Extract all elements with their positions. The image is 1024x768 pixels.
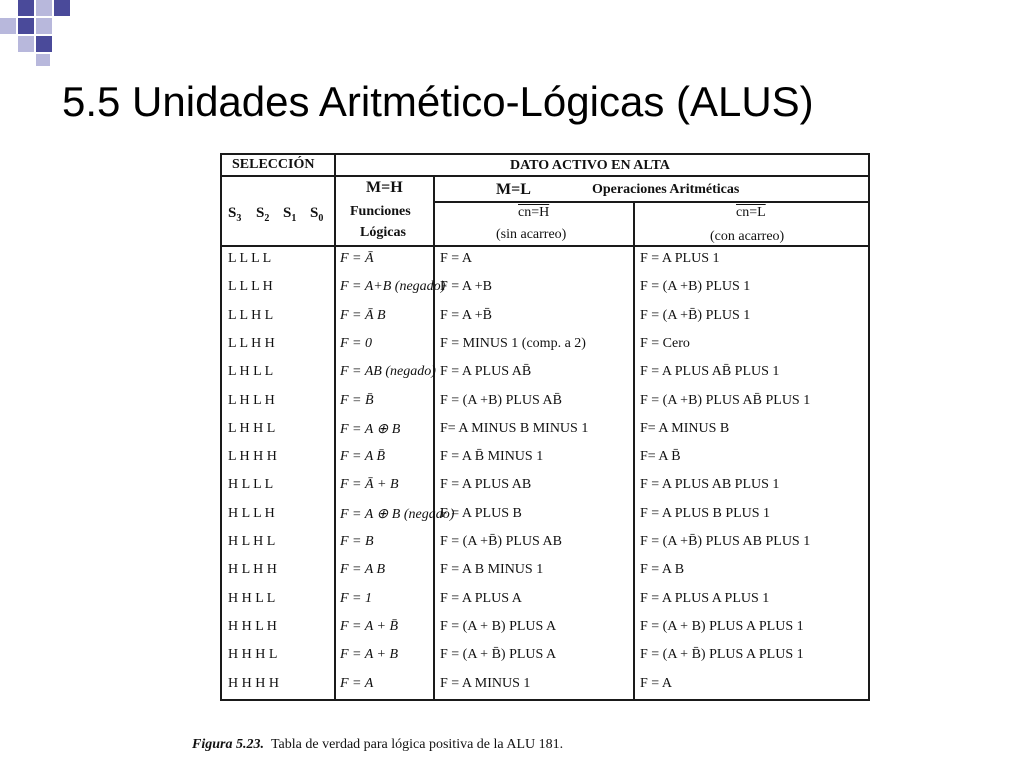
row-con-acarreo: F= A B̄: [640, 449, 681, 465]
row-selection: H L L H: [228, 505, 275, 521]
hline-header-bottom: [220, 245, 870, 247]
header-dato: DATO ACTIVO EN ALTA: [510, 158, 670, 173]
row-sin-acarreo: F = A PLUS AB: [440, 477, 532, 493]
row-con-acarreo: F = (A +B̄) PLUS 1: [640, 307, 751, 323]
row-con-acarreo: F = A PLUS B PLUS 1: [640, 505, 771, 521]
row-selection: H H L H: [228, 618, 277, 634]
row-selection: L H L H: [228, 392, 275, 408]
header-oper: Operaciones Aritméticas: [592, 182, 740, 197]
row-logic: F = A+B (negado): [340, 279, 446, 295]
row-logic: F = Ā B: [340, 307, 386, 323]
header-s3: $S_3$: [228, 205, 242, 224]
alu-truth-table: [220, 153, 870, 701]
header-cn-l-note: (con acarreo): [710, 229, 785, 244]
row-logic: F = A + B̄: [340, 618, 399, 634]
row-selection: L L L H: [228, 279, 273, 295]
row-logic: F = Ā + B: [340, 477, 399, 493]
hline-ml-under: [435, 201, 868, 203]
deco-square-dark-2: [54, 0, 70, 16]
deco-square-dark-4: [18, 36, 34, 52]
row-selection: H L H L: [228, 534, 276, 549]
deco-square-light-3: [36, 18, 52, 34]
row-con-acarreo: F = A: [640, 675, 673, 691]
row-logic: F = A: [340, 675, 374, 691]
row-con-acarreo: F= A MINUS B: [640, 420, 730, 436]
row-con-acarreo: F = A B: [640, 562, 685, 578]
row-sin-acarreo: F = A MINUS 1: [440, 675, 531, 691]
decorative-squares: [0, 0, 80, 70]
hline-sel-under: [220, 175, 336, 177]
row-selection: H L L L: [228, 477, 274, 493]
row-con-acarreo: F = (A +B) PLUS AB̄ PLUS 1: [640, 392, 811, 408]
row-sin-acarreo: F = A PLUS AB̄: [440, 364, 532, 380]
row-sin-acarreo: F = (A +B̄) PLUS AB: [440, 534, 562, 549]
row-logic: F = A B: [340, 562, 386, 578]
row-sin-acarreo: F = A: [440, 251, 473, 266]
row-selection: L L H L: [228, 307, 274, 323]
row-selection: H H H L: [228, 647, 278, 663]
row-logic: F = A B̄: [340, 449, 386, 465]
slide-title: 5.5 Unidades Aritmético-Lógicas (ALUS): [62, 78, 814, 125]
row-logic: F = AB (negado): [340, 364, 436, 380]
row-selection: H H H H: [228, 675, 279, 691]
row-logic: F = B̄: [340, 392, 374, 408]
row-con-acarreo: F = (A + B) PLUS A PLUS 1: [640, 618, 804, 634]
header-func-2: Lógicas: [360, 225, 406, 240]
row-sin-acarreo: F = A +B: [440, 279, 492, 295]
row-sin-acarreo: F = (A +B) PLUS AB̄: [440, 392, 562, 408]
row-selection: H H L L: [228, 590, 276, 606]
row-selection: L L L L: [228, 251, 272, 266]
row-selection: L L H H: [228, 335, 275, 351]
row-selection: H L H H: [228, 562, 277, 578]
row-con-acarreo: F = A PLUS 1: [640, 251, 720, 266]
vline-3: [633, 201, 635, 701]
row-sin-acarreo: F = A +B̄: [440, 307, 492, 323]
header-ml: M=L: [496, 181, 531, 198]
header-cn-l: [736, 205, 766, 221]
row-con-acarreo: F = (A + B̄) PLUS A PLUS 1: [640, 647, 804, 663]
header-func-1: Funciones: [350, 204, 411, 219]
row-logic: F = A ⊕ B (negado): [340, 506, 455, 522]
row-con-acarreo: F = (A +B) PLUS 1: [640, 279, 751, 295]
row-sin-acarreo: F = A B MINUS 1: [440, 562, 544, 578]
deco-square-light-4: [36, 36, 52, 52]
vline-1: [334, 153, 336, 701]
row-sin-acarreo: F = A PLUS B: [440, 505, 522, 521]
row-con-acarreo: F = A PLUS A PLUS 1: [640, 590, 770, 606]
row-logic: F = Ā: [340, 251, 374, 266]
figure-caption: [192, 737, 563, 753]
row-logic: F = A + B: [340, 647, 399, 663]
row-sin-acarreo: F = MINUS 1 (comp. a 2): [440, 335, 586, 351]
header-seleccion: SELECCIÓN: [232, 157, 315, 172]
row-logic: F = A ⊕ B: [340, 421, 401, 437]
row-con-acarreo: F = (A +B̄) PLUS AB PLUS 1: [640, 534, 811, 549]
header-cn-h-text: cn=H: [518, 205, 550, 220]
caption-label: Figura 5.23.: [192, 737, 264, 752]
row-sin-acarreo: F = (A + B) PLUS A: [440, 618, 557, 634]
header-s0: $S_0$: [310, 205, 324, 224]
deco-square-light-1: [36, 0, 52, 16]
row-sin-acarreo: F= A MINUS B MINUS 1: [440, 420, 589, 436]
row-logic: F = 1: [340, 590, 372, 606]
deco-square-dark-3: [18, 18, 34, 34]
row-con-acarreo: F = A PLUS AB̄ PLUS 1: [640, 364, 780, 380]
row-sin-acarreo: F = (A + B̄) PLUS A: [440, 647, 557, 663]
header-cn-h-note: (sin acarreo): [496, 227, 567, 242]
row-con-acarreo: F = Cero: [640, 335, 690, 351]
row-selection: L H H L: [228, 420, 276, 436]
header-s2: $S_2$: [256, 205, 270, 224]
deco-square-dark-1: [18, 0, 34, 16]
header-cn-h: [518, 205, 549, 221]
header-s1: $S_1$: [283, 205, 297, 224]
row-sin-acarreo: F = A B̄ MINUS 1: [440, 449, 544, 465]
row-selection: L H H H: [228, 449, 277, 465]
deco-square-dark-5: [36, 54, 50, 66]
header-mh: M=H: [366, 179, 403, 196]
row-logic: F = B: [340, 534, 374, 549]
row-selection: L H L L: [228, 364, 274, 380]
header-cn-l-text: cn=L: [736, 205, 766, 220]
caption-text: Tabla de verdad para lógica positiva de la ALU 181.: [270, 737, 564, 752]
vline-2: [433, 175, 435, 701]
row-logic: F = 0: [340, 335, 372, 351]
deco-square-light-2: [0, 18, 16, 34]
hline-header-top: [336, 175, 868, 177]
row-con-acarreo: F = A PLUS AB PLUS 1: [640, 477, 780, 493]
row-sin-acarreo: F = A PLUS A: [440, 590, 522, 606]
